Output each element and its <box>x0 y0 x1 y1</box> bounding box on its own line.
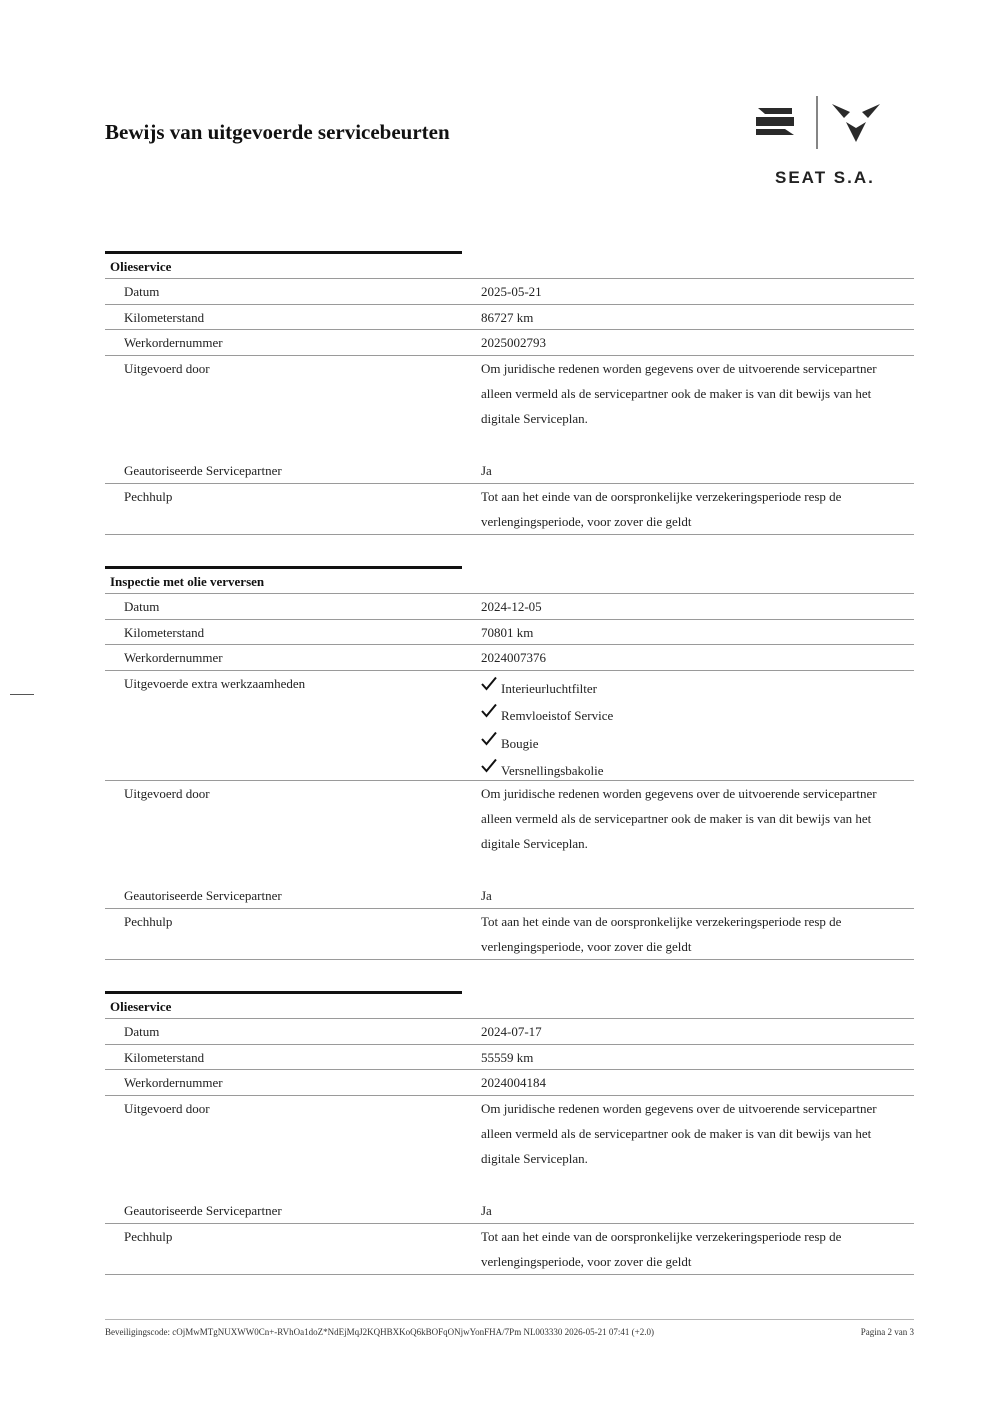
security-code: Beveiligingscode: cOjMwMTgNUXWW0Cn+-RVhOa1doZ*NdEjMqJ2KQHBXKoQ6kBOFqONjwYonFHA/7Pm NL003330 2026-05-21 07:41 (+2.0) <box>105 1327 654 1337</box>
label: Werkordernummer <box>124 335 223 350</box>
value: 55559 km <box>481 1049 534 1065</box>
label: Geautoriseerde Servicepartner <box>124 462 282 478</box>
footer-divider <box>105 1319 914 1320</box>
list-item-label: Bougie <box>501 735 539 751</box>
value: Tot aan het einde van de oorspronkelijke verzekeringsperiode resp de verlengingsperiode, voor zover die geldt <box>481 1228 842 1269</box>
cupra-logo-icon <box>832 104 880 142</box>
value: 2025002793 <box>481 335 546 350</box>
value: Om juridische redenen worden gegevens over de uitvoerende servicepartner alleen vermeld als de servicepartner ook de maker is van dit bewijs van het digitale Serviceplan. <box>481 785 877 851</box>
list-item <box>481 734 901 762</box>
row-werkordernummer <box>105 645 914 671</box>
checkmark-icon <box>481 731 497 747</box>
value: 2024-12-05 <box>481 599 542 614</box>
label: Datum <box>124 1024 160 1039</box>
row-werkordernummer <box>105 330 914 356</box>
label: Werkordernummer <box>124 1075 223 1090</box>
row-kilometerstand <box>105 1045 914 1071</box>
value: Om juridische redenen worden gegevens over de uitvoerende servicepartner alleen vermeld als de servicepartner ook de maker is van dit bewijs van het digitale Serviceplan. <box>481 1100 877 1166</box>
label: Pechhulp <box>124 1228 173 1244</box>
row-extra-werkzaamheden <box>105 671 914 781</box>
service-section-2 <box>105 566 914 960</box>
row-uitgevoerd-door <box>105 356 914 483</box>
label: Kilometerstand <box>124 309 205 325</box>
value: 70801 km <box>481 624 534 640</box>
value: 86727 km <box>481 309 534 325</box>
row-werkordernummer <box>105 1070 914 1096</box>
margin-mark <box>10 694 34 695</box>
value: 2024007376 <box>481 650 546 665</box>
value: Om juridische redenen worden gegevens over de uitvoerende servicepartner alleen vermeld als de servicepartner ook de maker is van dit bewijs van het digitale Serviceplan. <box>481 360 877 426</box>
label: Uitgevoerd door <box>124 1100 210 1116</box>
label: Datum <box>124 599 160 614</box>
value: Ja <box>481 1202 492 1218</box>
label: Geautoriseerde Servicepartner <box>124 1202 282 1218</box>
brand-name: SEAT S.A. <box>775 168 875 187</box>
label: Pechhulp <box>124 913 173 929</box>
page-title: Bewijs van uitgevoerde servicebeurten <box>105 120 450 144</box>
row-datum <box>105 1019 914 1045</box>
checkmark-icon <box>481 758 497 774</box>
label: Uitgevoerd door <box>124 785 210 801</box>
seat-logo-icon <box>756 108 794 135</box>
page-number: Pagina 2 van 3 <box>860 1327 914 1337</box>
label: Uitgevoerd door <box>124 360 210 376</box>
list-item <box>481 679 901 707</box>
service-section-3 <box>105 991 914 1275</box>
row-pechhulp <box>105 1224 914 1275</box>
row-pechhulp <box>105 909 914 960</box>
label: Pechhulp <box>124 488 173 504</box>
section-title: Inspectie met olie verversen <box>105 569 914 594</box>
value: Tot aan het einde van de oorspronkelijke verzekeringsperiode resp de verlengingsperiode, voor zover die geldt <box>481 913 842 954</box>
section-title: Olieservice <box>105 254 914 279</box>
list-item-label: Interieurluchtfilter <box>501 680 598 696</box>
row-uitgevoerd-door <box>105 781 914 908</box>
footer <box>105 1327 914 1337</box>
row-kilometerstand <box>105 305 914 331</box>
service-section-1 <box>105 251 914 535</box>
row-datum <box>105 279 914 305</box>
value: Tot aan het einde van de oorspronkelijke verzekeringsperiode resp de verlengingsperiode, voor zover die geldt <box>481 488 842 529</box>
value: 2024004184 <box>481 1075 546 1090</box>
checkmark-icon <box>481 676 497 692</box>
row-pechhulp <box>105 484 914 535</box>
value: Ja <box>481 887 492 903</box>
label: Geautoriseerde Servicepartner <box>124 887 282 903</box>
label: Kilometerstand <box>124 624 205 640</box>
value: Ja <box>481 462 492 478</box>
label: Uitgevoerde extra werkzaamheden <box>124 675 306 691</box>
row-uitgevoerd-door <box>105 1096 914 1223</box>
list-item-label: Remvloeistof Service <box>501 708 614 723</box>
label: Werkordernummer <box>124 650 223 665</box>
section-title: Olieservice <box>105 994 914 1019</box>
row-datum <box>105 594 914 620</box>
extra-list <box>481 679 901 789</box>
checkmark-icon <box>481 703 497 719</box>
value: 2025-05-21 <box>481 284 542 299</box>
value: 2024-07-17 <box>481 1024 542 1039</box>
row-kilometerstand <box>105 620 914 646</box>
list-item <box>481 706 901 734</box>
list-item-label: Versnellingsbakolie <box>501 763 604 778</box>
label: Datum <box>124 284 160 299</box>
label: Kilometerstand <box>124 1049 205 1065</box>
